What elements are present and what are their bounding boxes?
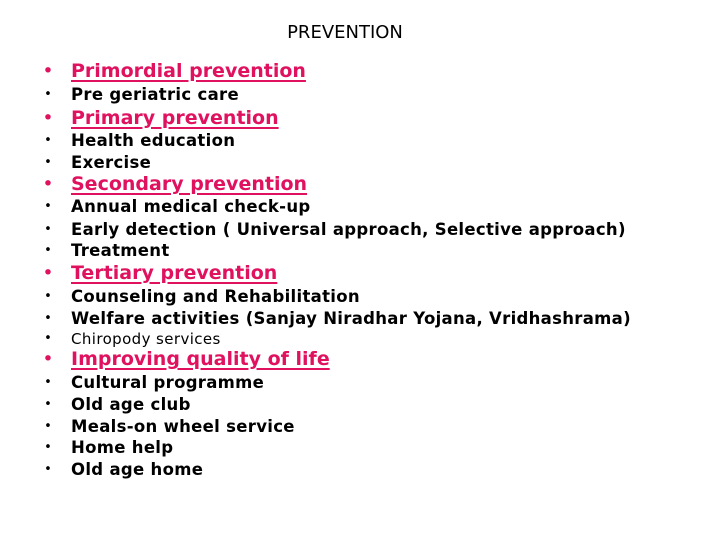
list-item-exercise — [0, 152, 720, 174]
list-item-old-age-home — [0, 459, 720, 481]
list-item-text: Old age home — [71, 460, 204, 479]
list-item-text: Treatment — [71, 241, 170, 260]
list-item-text: Health education — [71, 131, 236, 150]
list-item-annual-check-up — [0, 196, 720, 218]
list-item-meals-on-wheel — [0, 416, 720, 438]
list-item-pre-geriatric-care — [0, 84, 720, 106]
list-item-text: Exercise — [71, 153, 152, 172]
list-item-health-education — [0, 130, 720, 152]
bullet-icon: • — [42, 173, 54, 195]
bullet-icon: • — [44, 289, 52, 304]
heading-text: Improving quality of life — [71, 348, 330, 370]
list-item-home-help — [0, 437, 720, 459]
list-item-text: Meals-on wheel service — [71, 417, 295, 436]
bullet-icon: • — [44, 133, 52, 148]
list-item-text: Cultural programme — [71, 373, 265, 392]
bullet-icon: • — [42, 107, 54, 129]
bullet-icon: • — [42, 348, 54, 370]
bullet-icon: • — [44, 397, 52, 412]
list-item-cultural-programme — [0, 372, 720, 394]
heading-primary-prevention — [0, 107, 720, 129]
bullet-icon: • — [44, 222, 52, 237]
bullet-icon: • — [44, 199, 52, 214]
list-item-text: Pre geriatric care — [71, 85, 239, 104]
heading-text: Primordial prevention — [71, 60, 306, 82]
list-item-early-detection — [0, 219, 720, 241]
bullet-icon: • — [44, 243, 52, 258]
list-item-text: Early detection ( Universal approach, Selective approach) — [71, 220, 626, 239]
bullet-icon: • — [42, 262, 54, 284]
list-item-text: Home help — [71, 438, 174, 457]
list-item-text: Welfare activities (Sanjay Niradhar Yojana, Vridhashrama) — [71, 309, 631, 328]
heading-tertiary-prevention — [0, 262, 720, 284]
list-item-old-age-club — [0, 394, 720, 416]
bullet-icon: • — [44, 440, 52, 455]
list-item-counseling — [0, 286, 720, 308]
bullet-icon: • — [44, 311, 52, 326]
bullet-icon: • — [44, 331, 52, 346]
bullet-icon: • — [44, 87, 52, 102]
bullet-icon: • — [44, 155, 52, 170]
list-item-text: Chiropody services — [71, 330, 221, 348]
heading-text: Secondary prevention — [71, 173, 308, 195]
list-item-chiropody — [0, 328, 720, 350]
list-item-treatment — [0, 240, 720, 262]
list-item-welfare-activities — [0, 308, 720, 330]
heading-improving-quality-of-life — [0, 348, 720, 370]
list-item-text: Counseling and Rehabilitation — [71, 287, 360, 306]
bullet-icon: • — [44, 375, 52, 390]
heading-text: Primary prevention — [71, 107, 279, 129]
list-item-text: Old age club — [71, 395, 191, 414]
list-item-text: Annual medical check-up — [71, 197, 311, 216]
heading-secondary-prevention — [0, 173, 720, 195]
heading-primordial-prevention — [0, 60, 720, 82]
bullet-icon: • — [44, 462, 52, 477]
slide-title: PREVENTION — [287, 22, 403, 43]
heading-text: Tertiary prevention — [71, 262, 278, 284]
bullet-icon: • — [44, 419, 52, 434]
bullet-icon: • — [42, 60, 54, 82]
